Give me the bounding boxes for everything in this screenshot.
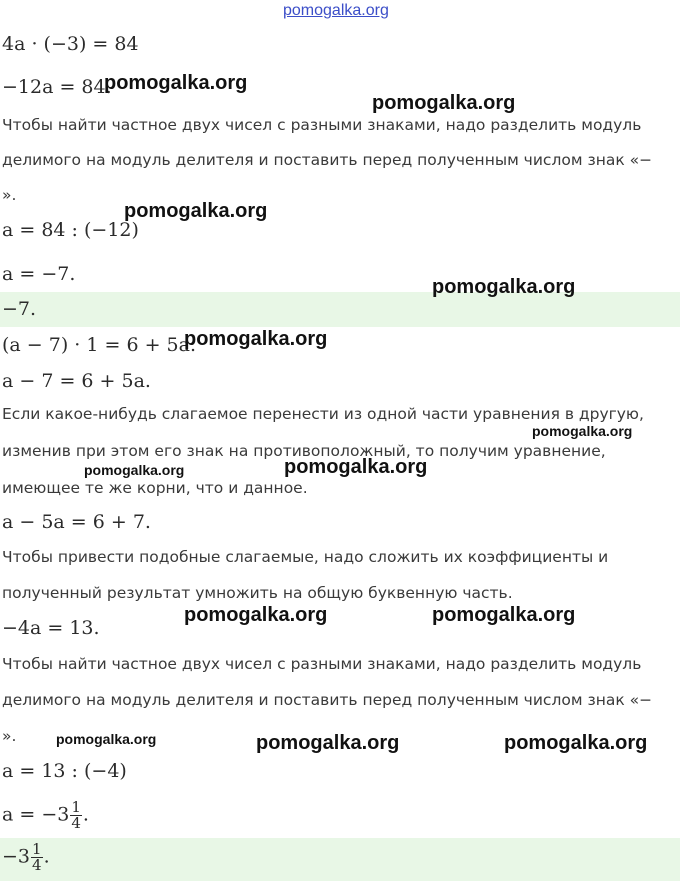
rule-text-4a: Чтобы найти частное двух чисел с разными знаками, надо разделить модуль <box>2 655 642 673</box>
watermark: pomogalka.org <box>432 604 576 626</box>
equation-line-9: a = 13 : (−4) <box>2 760 127 782</box>
watermark: pomogalka.org <box>84 462 185 478</box>
watermark: pomogalka.org <box>124 200 268 222</box>
watermark: pomogalka.org <box>504 732 648 754</box>
answer-highlight-1 <box>0 292 680 327</box>
equation-line-10-suffix: . <box>82 803 89 826</box>
answer-2-prefix: −3 <box>2 845 31 868</box>
rule-text-2a: Если какое-нибудь слагаемое перенести из одной части уравнения в другую, <box>2 405 644 423</box>
rule-text-2c: имеющее те же корни, что и данное. <box>2 479 308 497</box>
fraction-numerator: 1 <box>71 798 81 816</box>
watermark: pomogalka.org <box>532 423 633 439</box>
equation-line-4: a = −7. <box>2 263 76 285</box>
rule-text-4c: ». <box>2 727 17 745</box>
equation-line-10-prefix: a = −3 <box>2 803 70 826</box>
rule-text-3b: полученный результат умножить на общую буквенную часть. <box>2 584 513 602</box>
answer-2 <box>2 842 50 873</box>
fraction-one-quarter <box>70 800 82 831</box>
watermark: pomogalka.org <box>104 72 248 94</box>
equation-line-7: a − 5a = 6 + 7. <box>2 511 151 533</box>
equation-line-8: −4a = 13. <box>2 617 100 639</box>
fraction-denominator: 4 <box>71 814 81 832</box>
answer-1: −7. <box>2 298 37 320</box>
equation-line-2: −12a = 84. <box>2 76 112 98</box>
rule-text-3a: Чтобы привести подобные слагаемые, надо сложить их коэффициенты и <box>2 548 609 566</box>
rule-text-1a: Чтобы найти частное двух чисел с разными знаками, надо разделить модуль <box>2 116 642 134</box>
equation-line-3: a = 84 : (−12) <box>2 219 139 241</box>
watermark: pomogalka.org <box>256 732 400 754</box>
answer-2-suffix: . <box>43 845 50 868</box>
watermark: pomogalka.org <box>372 92 516 114</box>
answer-highlight-2 <box>0 838 680 881</box>
watermark: pomogalka.org <box>284 456 428 478</box>
rule-text-1b: делимого на модуль делителя и поставить перед полученным числом знак «− <box>2 151 653 169</box>
rule-text-4b: делимого на модуль делителя и поставить перед полученным числом знак «− <box>2 691 653 709</box>
answer-fraction-denominator: 4 <box>32 856 42 874</box>
answer-fraction-numerator: 1 <box>32 840 42 858</box>
equation-line-1: 4a · (−3) = 84 <box>2 33 139 55</box>
watermark: pomogalka.org <box>432 276 576 298</box>
watermark-top[interactable]: pomogalka.org <box>283 2 389 19</box>
equation-line-10 <box>2 800 89 831</box>
watermark: pomogalka.org <box>184 604 328 626</box>
rule-text-1c: ». <box>2 186 17 204</box>
equation-line-5: (a − 7) · 1 = 6 + 5a. <box>2 334 196 356</box>
answer-fraction-one-quarter <box>31 842 43 873</box>
watermark: pomogalka.org <box>56 731 157 747</box>
rule-text-2b: изменив при этом его знак на противоположный, то получим уравнение, <box>2 442 606 460</box>
watermark: pomogalka.org <box>184 328 328 350</box>
equation-line-6: a − 7 = 6 + 5a. <box>2 370 151 392</box>
